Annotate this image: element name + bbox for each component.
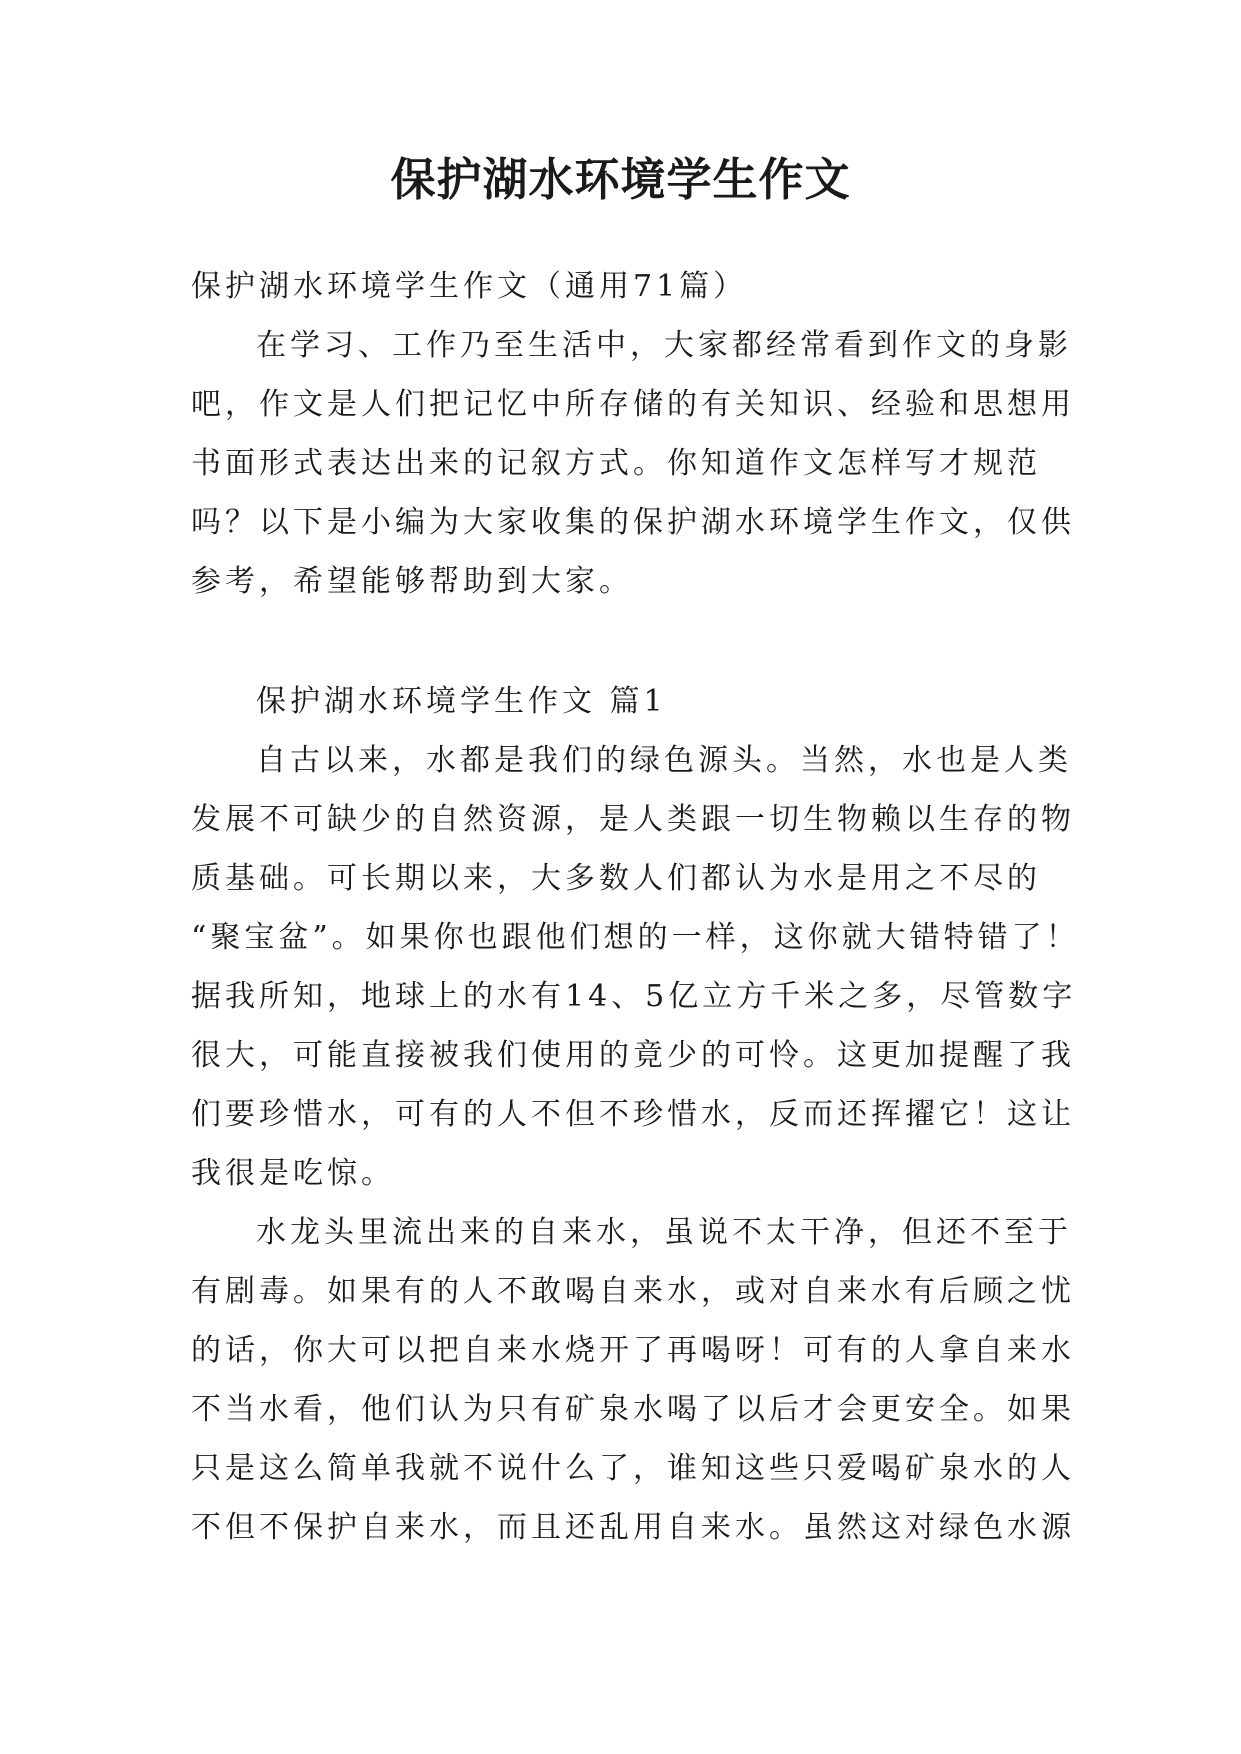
text-line: 吧，作文是人们把记忆中所存储的有关知识、经验和思想用 [191, 387, 1075, 422]
paragraph-1 [191, 731, 1080, 1203]
document-subtitle: 保护湖水环境学生作文（通用71篇） [191, 269, 748, 304]
text-line: 书面形式表达出来的记叙方式。你知道作文怎样写才规范 [191, 446, 1041, 481]
text-line: 我很是吃惊。 [191, 1156, 395, 1191]
section-heading: 保护湖水环境学生作文 篇1 [256, 684, 667, 719]
text-line: 发展不可缺少的自然资源，是人类跟一切生物赖以生存的物 [191, 802, 1075, 837]
text-line: 吗？以下是小编为大家收集的保护湖水环境学生作文，仅供 [191, 505, 1075, 540]
text-line: 的话，你大可以把自来水烧开了再喝呀！可有的人拿自来水 [191, 1333, 1075, 1368]
text-line: “聚宝盆”。如果你也跟他们想的一样，这你就大错特错了！ [191, 920, 1080, 955]
text-line: 自古以来，水都是我们的绿色源头。当然，水也是人类 [256, 743, 1072, 778]
text-line: 质基础。可长期以来，大多数人们都认为水是用之不尽的 [191, 861, 1041, 896]
text-line: 只是这么简单我就不说什么了，谁知这些只爱喝矿泉水的人 [191, 1451, 1075, 1486]
text-line: 据我所知，地球上的水有14、5亿立方千米之多，尽管数字 [191, 979, 1077, 1014]
text-line: 们要珍惜水，可有的人不但不珍惜水，反而还挥擢它！这让 [191, 1097, 1075, 1132]
text-line: 有剧毒。如果有的人不敢喝自来水，或对自来水有后顾之忧 [191, 1274, 1075, 1309]
document-body [191, 257, 1080, 1557]
text-line: 很大，可能直接被我们使用的竟少的可怜。这更加提醒了我 [191, 1038, 1075, 1073]
paragraph-2 [191, 1203, 1075, 1557]
text-line: 不当水看，他们认为只有矿泉水喝了以后才会更安全。如果 [191, 1392, 1075, 1427]
text-line: 不但不保护自来水，而且还乱用自来水。虽然这对绿色水源 [191, 1510, 1075, 1545]
text-line: 水龙头里流出来的自来水，虽说不太干净，但还不至于 [256, 1215, 1072, 1250]
document-title: 保护湖水环境学生作文 [390, 153, 851, 206]
text-line: 在学习、工作乃至生活中，大家都经常看到作文的身影 [256, 328, 1072, 363]
text-line: 参考，希望能够帮助到大家。 [191, 564, 633, 599]
intro-paragraph [191, 316, 1075, 611]
paragraph-spacer [191, 611, 1051, 672]
